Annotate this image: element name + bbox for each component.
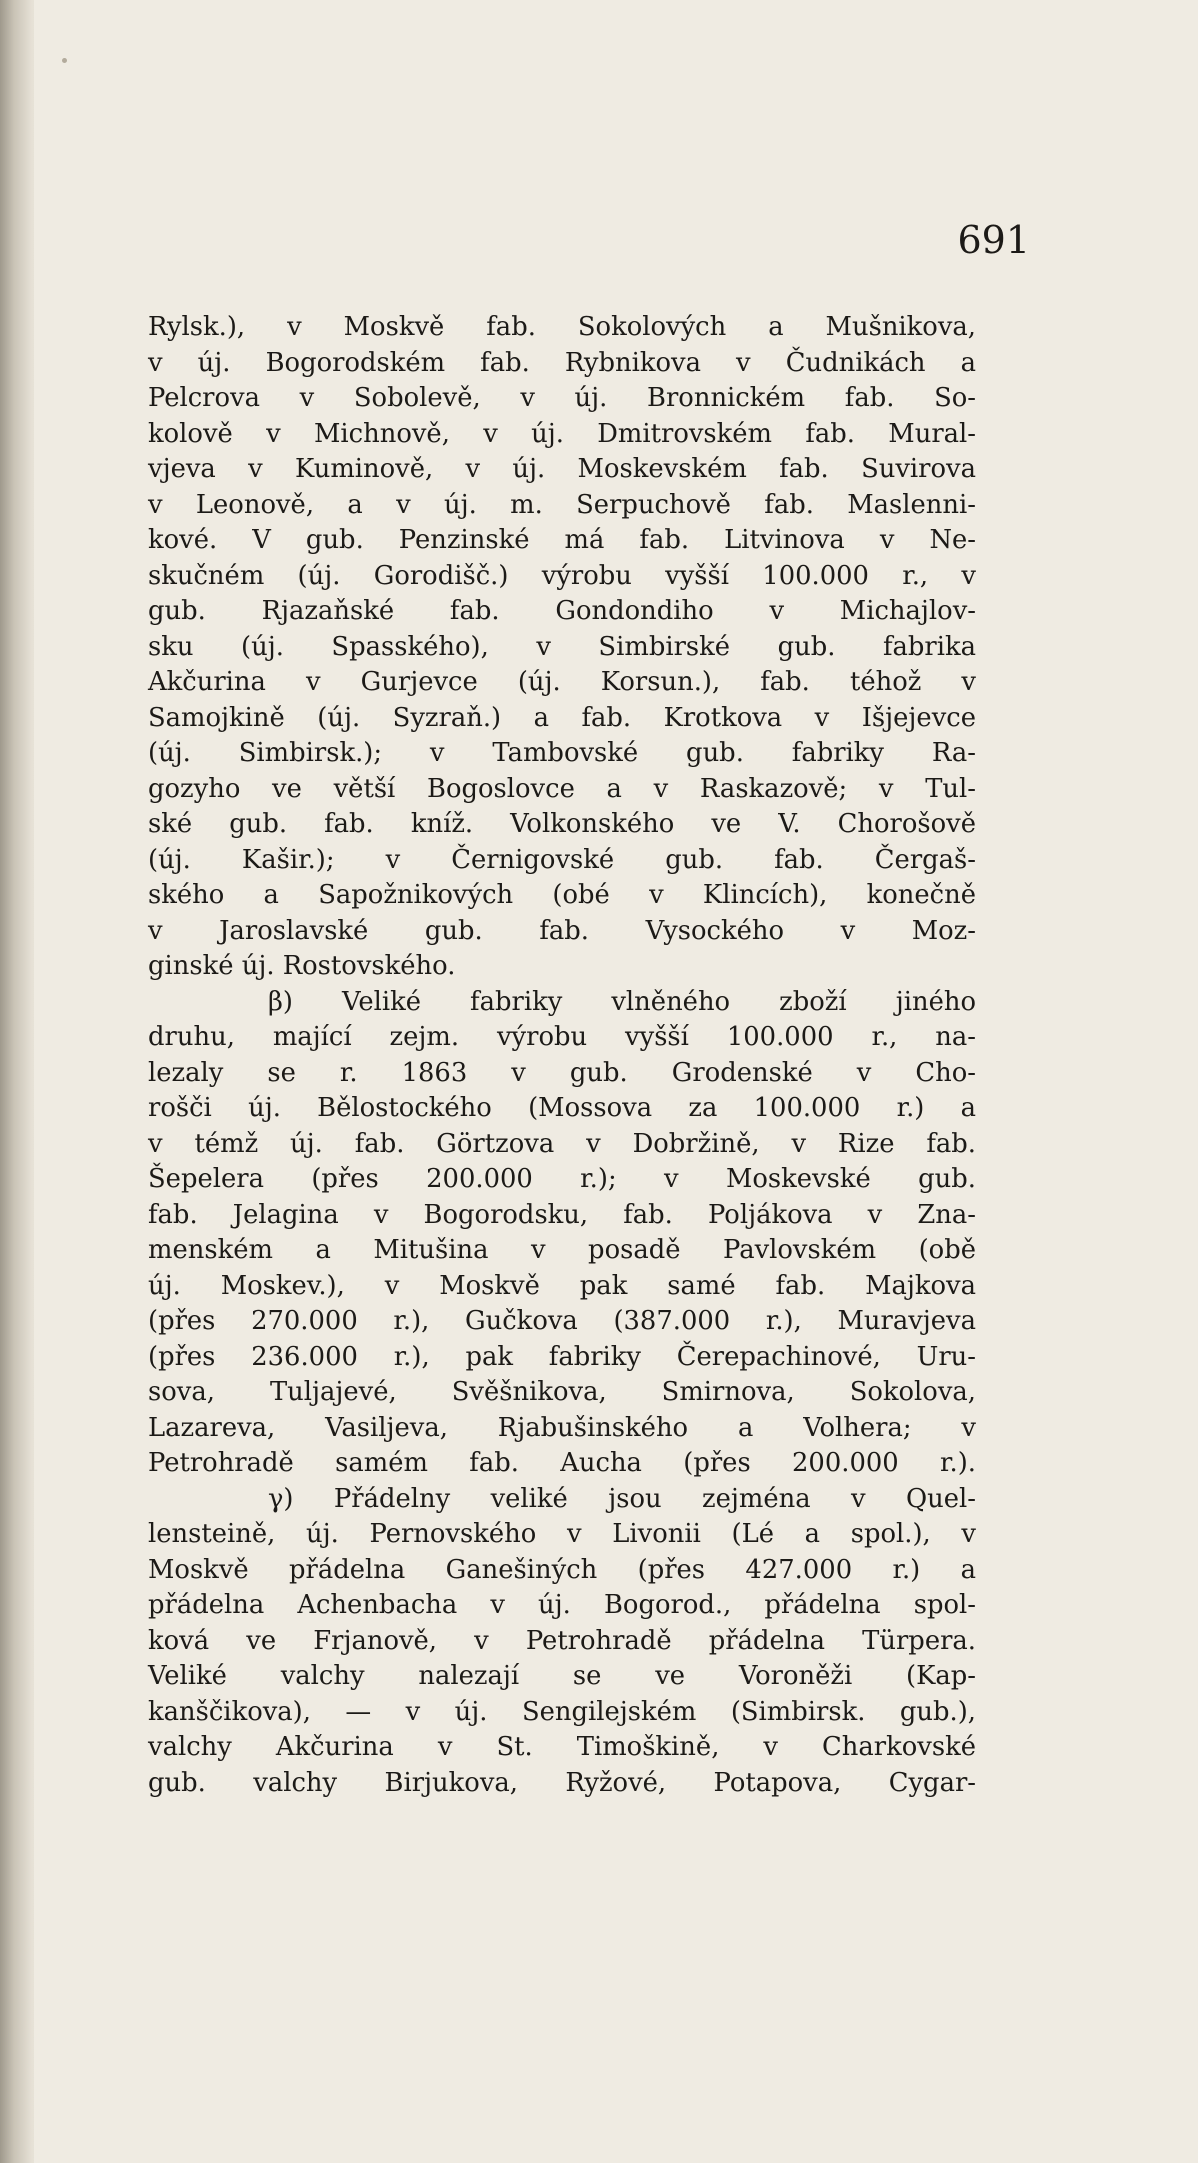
text-line: Veliké valchy nalezají se ve Voroněži (Kap-	[148, 1661, 976, 1691]
text-line: rošči új. Bělostockého (Mossova za 100.000 r.) a	[148, 1093, 976, 1123]
text-line: fab. Jelagina v Bogorodsku, fab. Poljákova v Zna-	[148, 1199, 976, 1230]
text-line: druhu, mající zejm. výrobu vyšší 100.000 r., na-	[148, 1022, 976, 1052]
text-line: új. Moskev.), v Moskvě pak samé fab. Majkova	[148, 1270, 976, 1301]
text-line: γ) Přádelny veliké jsou zejména v Quel-	[268, 1483, 976, 1514]
paragraph-end-line: ginské új. Rostovského.	[148, 951, 456, 981]
text-line: skučném (új. Gorodišč.) výrobu vyšší 100.000 r., v	[148, 560, 976, 591]
text-line: kové. V gub. Penzinské má fab. Litvinova v Ne-	[148, 525, 976, 555]
text-line: (új. Simbirsk.); v Tambovské gub. fabriky Ra-	[148, 738, 976, 768]
text-line: gub. Rjazaňské fab. Gondondiho v Michajlov-	[148, 596, 976, 626]
text-line: lensteině, új. Pernovského v Livonii (Lé a spol.), v	[148, 1519, 976, 1549]
body-text	[148, 310, 976, 1801]
text-line: valchy Akčurina v St. Timoškině, v Charkovské	[148, 1732, 976, 1762]
text-line: Moskvě přádelna Ganešiných (přes 427.000 r.) a	[148, 1554, 976, 1585]
text-line: (přes 236.000 r.), pak fabriky Čerepachinové, Uru-	[148, 1341, 976, 1372]
paper-spot	[62, 58, 67, 63]
text-line: ková ve Frjanově, v Petrohradě přádelna Türpera.	[148, 1625, 976, 1656]
text-line: v új. Bogorodském fab. Rybnikova v Čudnikách a	[148, 347, 976, 378]
text-line: Samojkině (új. Syzraň.) a fab. Krotkova v Išjejevce	[148, 702, 976, 733]
text-line: gozyho ve větší Bogoslovce a v Raskazově; v Tul-	[148, 773, 976, 804]
text-line: lezaly se r. 1863 v gub. Grodenské v Cho-	[148, 1057, 976, 1088]
text-line: Petrohradě samém fab. Aucha (přes 200.000 r.).	[148, 1448, 976, 1478]
text-line: Šepelera (přes 200.000 r.); v Moskevské gub.	[148, 1164, 976, 1194]
text-line: gub. valchy Birjukova, Ryžové, Potapova, Cygar-	[148, 1767, 976, 1798]
text-line: vjeva v Kuminově, v új. Moskevském fab. Suvirova	[148, 454, 976, 484]
text-line: sova, Tuljajevé, Svěšnikova, Smirnova, Sokolova,	[148, 1377, 976, 1407]
text-line: sku (új. Spasského), v Simbirské gub. fabrika	[148, 631, 976, 662]
text-line: (új. Kašir.); v Černigovské gub. fab. Čergaš-	[148, 844, 976, 875]
text-line: Rylsk.), v Moskvě fab. Sokolových a Mušnikova,	[148, 312, 976, 342]
text-line: kolově v Michnově, v új. Dmitrovském fab. Mural-	[148, 418, 976, 449]
text-line: v Jaroslavské gub. fab. Vysockého v Moz-	[148, 915, 976, 946]
text-line: Pelcrova v Sobolevě, v új. Bronnickém fab. So-	[148, 383, 976, 413]
text-line: v témž új. fab. Görtzova v Dobržině, v Rize fab.	[148, 1128, 976, 1159]
text-line: kanščikova), — v új. Sengilejském (Simbirsk. gub.),	[148, 1696, 976, 1727]
text-line: v Leonově, a v új. m. Serpuchově fab. Maslenni-	[148, 489, 976, 520]
text-line: Akčurina v Gurjevce (új. Korsun.), fab. téhož v	[148, 667, 976, 697]
text-line: (přes 270.000 r.), Gučkova (387.000 r.), Muravjeva	[148, 1306, 976, 1336]
page-number: 691	[957, 218, 1030, 262]
text-line: menském a Mitušina v posadě Pavlovském (obě	[148, 1235, 976, 1265]
text-line: β) Veliké fabriky vlněného zboží jiného	[268, 986, 976, 1017]
text-line: přádelna Achenbacha v új. Bogorod., přádelna spol-	[148, 1590, 976, 1620]
text-line: ské gub. fab. kníž. Volkonského ve V. Chorošově	[148, 809, 976, 839]
text-line: Lazareva, Vasiljeva, Rjabušinského a Volhera; v	[148, 1412, 976, 1443]
text-line: ského a Sapožnikových (obé v Klincích), konečně	[148, 880, 976, 910]
